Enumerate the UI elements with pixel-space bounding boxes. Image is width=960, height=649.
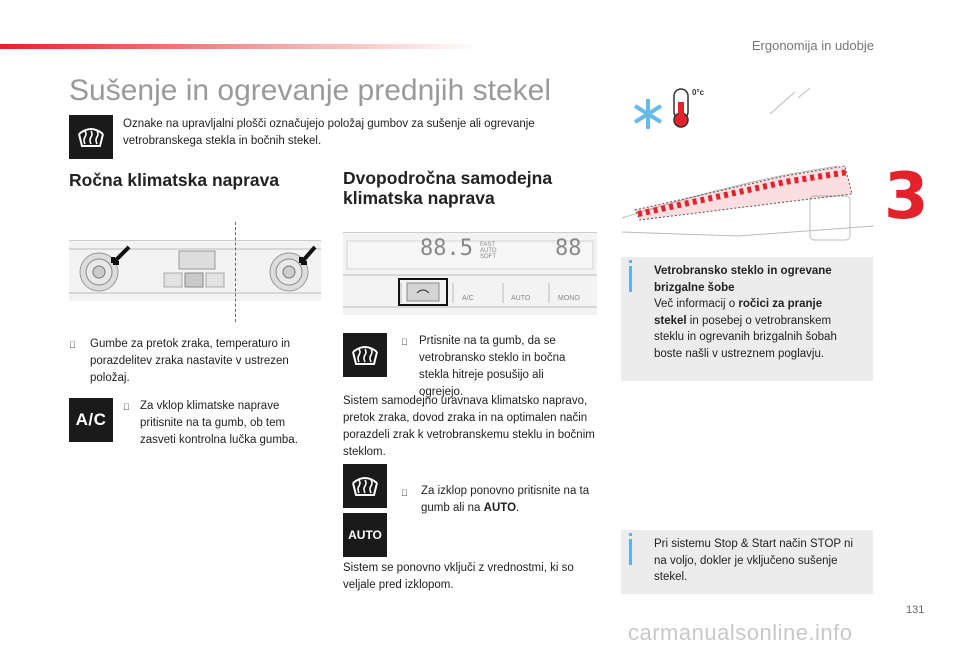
page-number: 131 bbox=[906, 604, 925, 616]
panel-divider bbox=[235, 222, 236, 322]
panel-button-ac: A/C bbox=[462, 295, 474, 302]
watermark: carmanualsonline.info bbox=[628, 620, 853, 645]
manual-ac-heading: Ročna klimatska naprava bbox=[69, 170, 280, 190]
windscreen-defrost-icon bbox=[343, 464, 387, 508]
dual-step2-text: Za izklop ponovno pritisnite na ta gumb ali na AUTO. bbox=[421, 485, 590, 514]
chapter-number: 3 bbox=[884, 160, 929, 234]
dual-para1-text: Sistem samodejno uravnava klimatsko napravo, pretok zraka, dovod zraka in na optimalen način porazdeli zrak k vetrobranskemu steklu in bočnim steklom. bbox=[343, 395, 595, 458]
windscreen-defrost-icon bbox=[343, 333, 387, 377]
panel-button-auto: AUTO bbox=[511, 295, 531, 302]
bullet-icon bbox=[401, 488, 408, 498]
panel-display-temp-right: 88 bbox=[555, 236, 582, 261]
section-title: Ergonomija in udobje bbox=[751, 38, 874, 53]
temperature-label: 0°c bbox=[692, 88, 705, 97]
bullet-icon bbox=[123, 402, 130, 412]
manual-control-panel-image bbox=[69, 240, 321, 300]
windscreen-defrost-icon bbox=[69, 115, 113, 159]
info-icon-bar bbox=[629, 539, 632, 565]
dual-zone-heading: Dvopodročna samodejna klimatska naprava bbox=[343, 168, 553, 208]
info-stop-start-text: Pri sistemu Stop & Start način STOP ni na voljo, dokler je vključeno sušenje stekel. bbox=[654, 538, 853, 583]
header-accent-bar bbox=[0, 44, 480, 49]
info-icon bbox=[629, 533, 632, 536]
bullet-icon bbox=[401, 337, 408, 347]
manual-step1-text: Gumbe za pretok zraka, temperaturo in porazdelitev zraka nastavite v ustrezen položaj. bbox=[90, 338, 291, 384]
panel-display-temp: 88.5 bbox=[420, 236, 473, 261]
info-title: Vetrobransko steklo in ogrevane brizgalne šobe bbox=[654, 265, 832, 294]
info-box-stop-start bbox=[621, 530, 873, 594]
intro-text: Oznake na upravljalni plošči označujejo položaj gumbov za sušenje ali ogrevanje vetrobranskega stekla in bočnih stekel. bbox=[123, 118, 535, 147]
auto-button-icon: AUTO bbox=[343, 513, 387, 557]
panel-button-mono: MONO bbox=[558, 295, 580, 302]
info-box-washer: Vetrobransko steklo in ogrevane brizgalne šobe Več informacij o ročici za pranje stekel in posebej o vetrobranskem steklu in ogrevanih brizgalnih šobah boste našli v ustreznem poglavju. bbox=[621, 257, 873, 381]
ac-button-icon: A/C bbox=[69, 398, 113, 442]
dual-step1-text: Prtisnite na ta gumb, da se vetrobransko steklo in bočna stekla hitreje posušijo ali ogrejejo. bbox=[419, 335, 566, 398]
page-title: Sušenje in ogrevanje prednjih stekel bbox=[69, 74, 551, 107]
manual-step2-text: Za vklop klimatske naprave pritisnite na ta gumb, ob tem zasveti kontrolna lučka gumba. bbox=[140, 400, 298, 446]
info-icon-bar bbox=[629, 266, 632, 292]
dual-para2-text: Sistem se ponovno vključi z vrednostmi, ki so veljale pred izklopom. bbox=[343, 562, 574, 591]
bullet-icon bbox=[69, 340, 76, 350]
info-icon bbox=[629, 260, 632, 263]
panel-display-mode: FAST AUTO SOFT bbox=[480, 242, 497, 260]
windscreen-illustration bbox=[620, 86, 874, 248]
